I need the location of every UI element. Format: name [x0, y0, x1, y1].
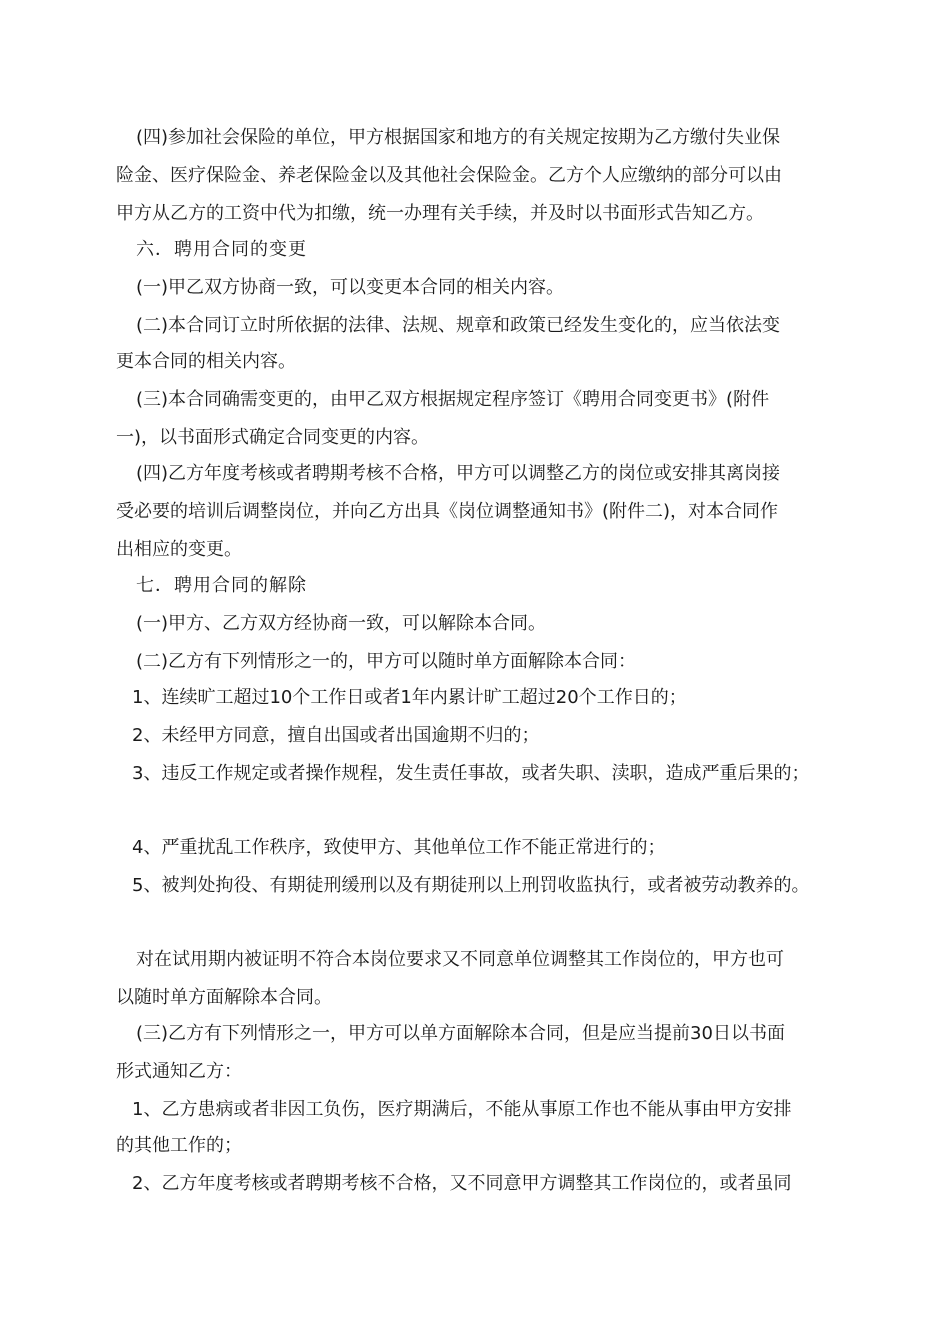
paragraph-line: 以随时单方面解除本合同。 [116, 987, 332, 1008]
paragraph-line: (三)乙方有下列情形之一，甲方可以单方面解除本合同，但是应当提前30日以书面 [136, 1023, 785, 1044]
paragraph-line: (二)本合同订立时所依据的法律、法规、规章和政策已经发生变化的，应当依法变 [136, 315, 781, 336]
section-heading: 七．聘用合同的解除 [136, 575, 307, 596]
section-heading: 六．聘用合同的变更 [136, 239, 307, 260]
paragraph-line: (一)甲方、乙方双方经协商一致，可以解除本合同。 [136, 613, 547, 634]
paragraph-line: (四)参加社会保险的单位，甲方根据国家和地方的有关规定按期为乙方缴付失业保 [136, 127, 781, 148]
paragraph-line: (四)乙方年度考核或者聘期考核不合格，甲方可以调整乙方的岗位或安排其离岗接 [136, 463, 781, 484]
list-item: 2、乙方年度考核或者聘期考核不合格，又不同意甲方调整其工作岗位的，或者虽同 [132, 1173, 792, 1194]
list-item: 1、连续旷工超过10个工作日或者1年内累计旷工超过20个工作日的； [132, 687, 687, 708]
paragraph-line: 更本合同的相关内容。 [116, 351, 296, 372]
list-item: 1、乙方患病或者非因工负伤，医疗期满后，不能从事原工作也不能从事由甲方安排 [132, 1099, 792, 1120]
paragraph-line: 甲方从乙方的工资中代为扣缴，统一办理有关手续，并及时以书面形式告知乙方。 [116, 203, 764, 224]
paragraph-line: 出相应的变更。 [116, 539, 242, 560]
paragraph-line: 的其他工作的； [116, 1135, 242, 1156]
paragraph-line: 险金、医疗保险金、养老保险金以及其他社会保险金。乙方个人应缴纳的部分可以由 [116, 165, 782, 186]
paragraph-line: (三)本合同确需变更的，由甲乙双方根据规定程序签订《聘用合同变更书》(附件 [136, 389, 770, 410]
list-item: 2、未经甲方同意，擅自出国或者出国逾期不归的； [132, 725, 540, 746]
paragraph-line: 一)，以书面形式确定合同变更的内容。 [116, 427, 430, 448]
paragraph-line: (二)乙方有下列情形之一的，甲方可以随时单方面解除本合同： [136, 651, 637, 672]
list-item: 4、严重扰乱工作秩序，致使甲方、其他单位工作不能正常进行的； [132, 837, 666, 858]
list-item: 5、被判处拘役、有期徒刑缓刑以及有期徒刑以上刑罚收监执行，或者被劳动教养的。 [132, 875, 810, 896]
paragraph-line: 受必要的培训后调整岗位，并向乙方出具《岗位调整通知书》(附件二)，对本合同作 [116, 501, 779, 522]
paragraph-line: 形式通知乙方： [116, 1061, 242, 1082]
paragraph-line: 对在试用期内被证明不符合本岗位要求又不同意单位调整其工作岗位的，甲方也可 [136, 949, 784, 970]
paragraph-line: (一)甲乙双方协商一致，可以变更本合同的相关内容。 [136, 277, 565, 298]
list-item: 3、违反工作规定或者操作规程，发生责任事故，或者失职、渎职，造成严重后果的； [132, 763, 810, 784]
